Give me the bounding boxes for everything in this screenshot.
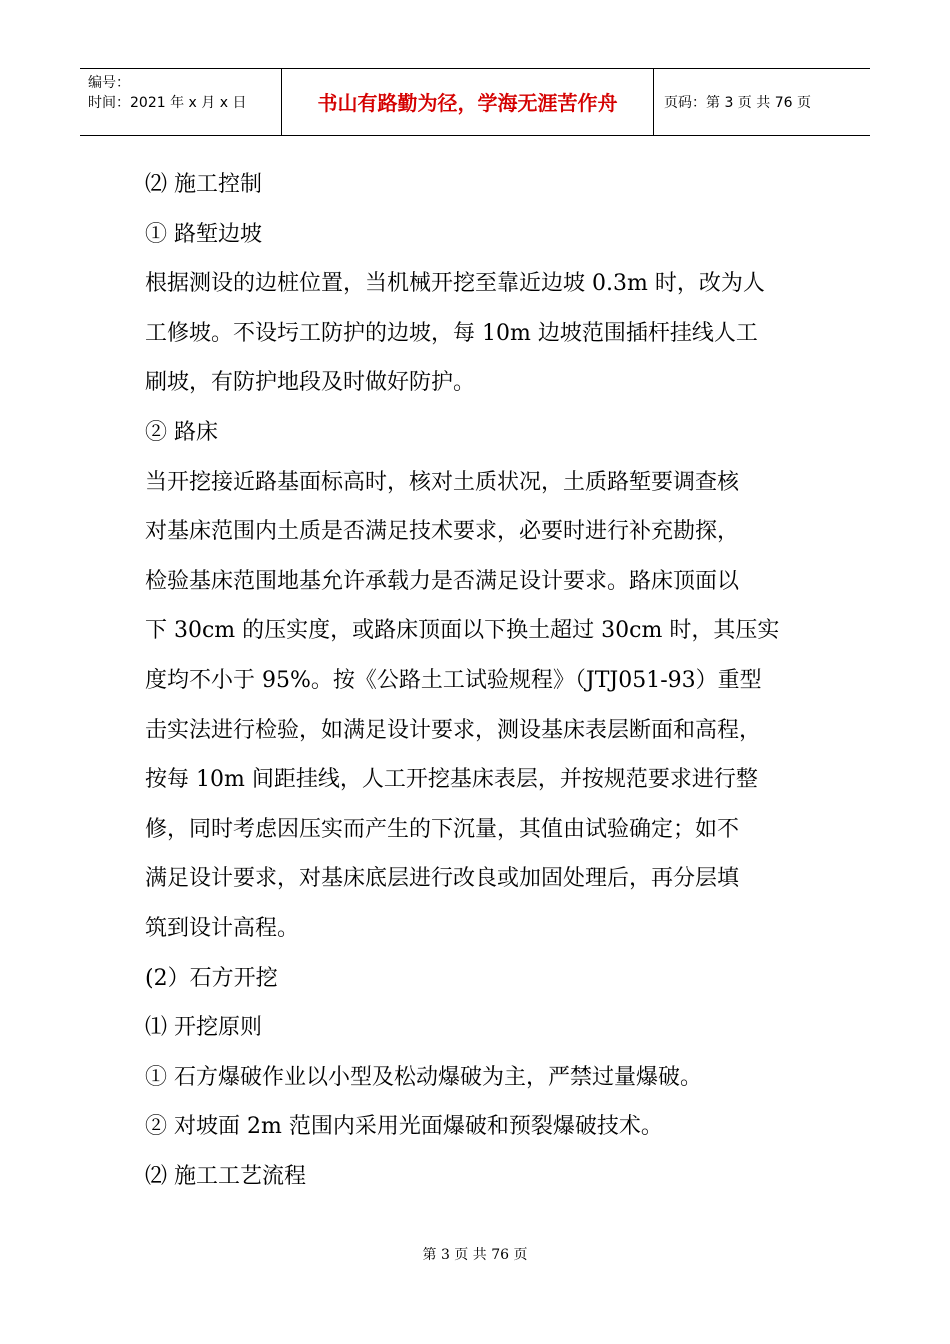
body-text-line: 按每 10m 间距挂线，人工开挖基床表层，并按规范要求进行整 [145,767,758,793]
body-text-line: ② 对坡面 2m 范围内采用光面爆破和预裂爆破技术。 [145,1114,663,1140]
body-text-line: ② 路床 [145,419,218,445]
body-text-line: (2）石方开挖 [145,965,278,991]
body-text-line: 修，同时考虑因压实而产生的下沉量，其值由试验确定；如不 [145,816,740,842]
body-text-line: 对基床范围内土质是否满足技术要求，必要时进行补充勘探， [145,519,740,545]
body-text-line: 根据测设的边桩位置，当机械开挖至靠近边坡 0.3m 时，改为人 [145,271,765,297]
document-number-label: 编号： [88,75,130,91]
header-page-info: 页码：第 3 页 共 76 页 [664,95,811,111]
header-motto: 书山有路勤为径，学海无涯苦作舟 [282,69,654,135]
document-time-label: 时间：2021 年 x 月 x 日 [88,95,247,111]
body-text-line: ⑴ 开挖原则 [145,1015,262,1041]
page-header [80,68,870,136]
body-text-line: 下 30cm 的压实度，或路床顶面以下换土超过 30cm 时，其压实 [145,618,780,644]
body-text-line: ① 路堑边坡 [145,221,262,247]
body-text-line: 度均不小于 95%。按《公路土工试验规程》（JTJ051-93）重型 [145,667,762,693]
body-text-line: 筑到设计高程。 [145,915,300,941]
body-text-line: 检验基床范围地基允许承载力是否满足设计要求。路床顶面以 [145,568,740,594]
body-text-line: ⑵ 施工控制 [145,172,262,197]
body-text-line: 当开挖接近路基面标高时，核对土质状况，土质路堑要调查核 [145,469,740,495]
body-text-line: ① 石方爆破作业以小型及松动爆破为主，严禁过量爆破。 [145,1064,702,1090]
document-body [145,160,835,1201]
body-text-line: 满足设计要求，对基床底层进行改良或加固处理后，再分层填 [145,866,740,892]
body-text-line: 击实法进行检验，如满足设计要求，测设基床表层断面和高程， [145,717,762,743]
body-text-line: 工修坡。不设圬工防护的边坡，每 10m 边坡范围插杆挂线人工 [145,320,758,346]
header-meta [80,69,282,135]
body-text-line: ⑵ 施工工艺流程 [145,1163,306,1189]
page-footer: 第 3 页 共 76 页 [422,1247,528,1263]
body-text-line: 刷坡，有防护地段及时做好防护。 [145,370,476,396]
